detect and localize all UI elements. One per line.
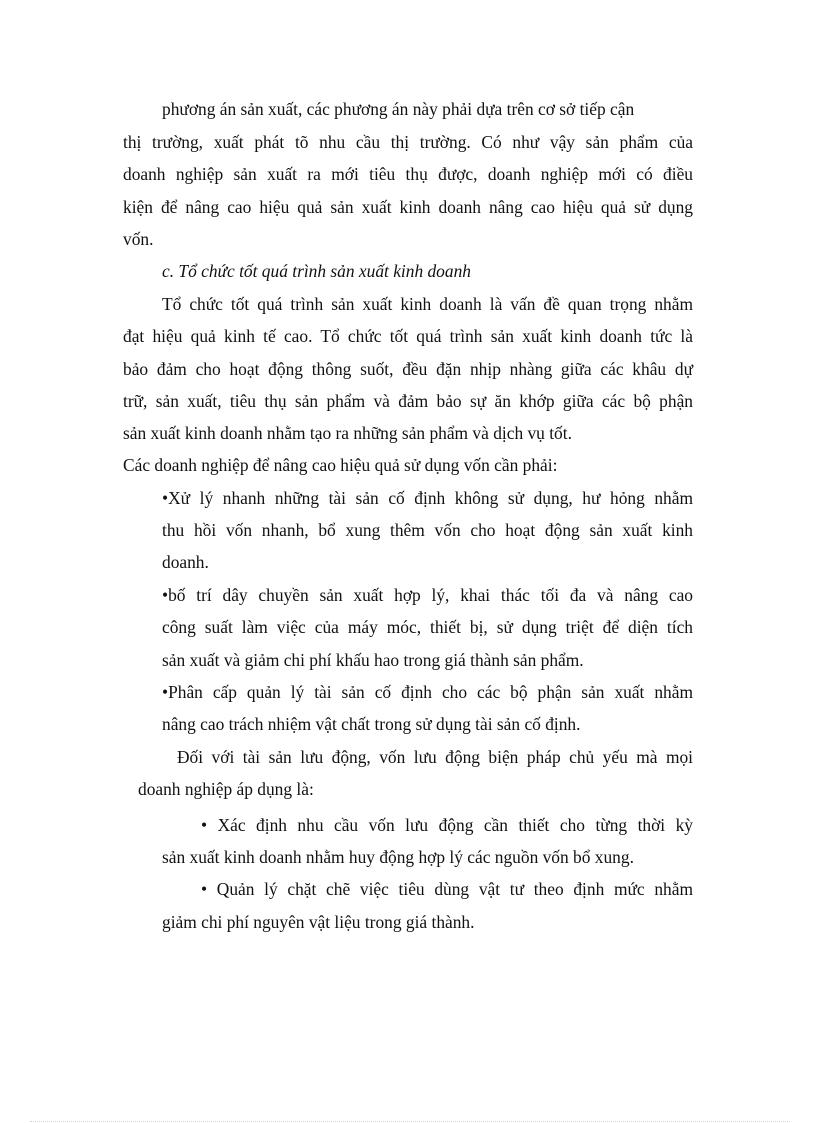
- paragraph-2-line: bảo đảm cho hoạt động thông suốt, đều đặn nhịp nhàng giữa các khâu dự: [123, 359, 693, 379]
- paragraph-3-line: doanh nghiệp áp dụng là:: [138, 779, 314, 799]
- bullet-item-line: •Phân cấp quản lý tài sản cố định cho các bộ phận sản xuất nhằm: [162, 682, 693, 702]
- paragraph-1-line: vốn.: [123, 229, 154, 249]
- paragraph-1-line: thị trường, xuất phát tõ nhu cầu thị trường. Có như vậy sản phẩm của: [123, 132, 693, 152]
- bullet-item-line: nâng cao trách nhiệm vật chất trong sử dụng tài sản cố định.: [162, 714, 581, 734]
- section-heading: c. Tổ chức tốt quá trình sản xuất kinh doanh: [162, 261, 471, 281]
- paragraph-2-line: trữ, sản xuất, tiêu thụ sản phẩm và đảm bảo sự ăn khớp giữa các bộ phận: [123, 391, 693, 411]
- bullet-item-line: doanh.: [162, 552, 209, 572]
- bullet-item-line: thu hồi vốn nhanh, bổ xung thêm vốn cho hoạt động sản xuất kinh: [162, 520, 693, 540]
- paragraph-2-line: đạt hiệu quả kinh tế cao. Tổ chức tốt quá trình sản xuất kinh doanh tức là: [123, 326, 693, 346]
- bullet-item-line: • Quản lý chặt chẽ việc tiêu dùng vật tư theo định mức nhằm: [201, 879, 693, 899]
- paragraph-2-line: sản xuất kinh doanh nhằm tạo ra những sản phẩm và dịch vụ tốt.: [123, 423, 572, 443]
- paragraph-1-line: phương án sản xuất, các phương án này phải dựa trên cơ sở tiếp cận: [162, 99, 635, 119]
- bullet-item-line: •Xử lý nhanh những tài sản cố định không sử dụng, hư hỏng nhằm: [162, 488, 693, 508]
- paragraph-1-line: doanh nghiệp sản xuất ra mới tiêu thụ được, doanh nghiệp mới có điều: [123, 164, 693, 184]
- bullet-item-line: • Xác định nhu cầu vốn lưu động cần thiết cho từng thời kỳ: [201, 815, 693, 835]
- intro-line: Các doanh nghiệp để nâng cao hiệu quả sử dụng vốn cần phải:: [123, 455, 558, 475]
- bullet-item-line: công suất làm việc của máy móc, thiết bị, sử dụng triệt để diện tích: [162, 617, 693, 637]
- bullet-item-line: giảm chi phí nguyên vật liệu trong giá thành.: [162, 912, 475, 932]
- bullet-item-line: sản xuất kinh doanh nhằm huy động hợp lý các nguồn vốn bổ xung.: [162, 847, 634, 867]
- page-bottom-divider: [30, 1121, 790, 1122]
- paragraph-1-line: kiện để nâng cao hiệu quả sản xuất kinh doanh nâng cao hiệu quả sử dụng: [123, 197, 693, 217]
- bullet-item-line: sản xuất và giảm chi phí khấu hao trong giá thành sản phẩm.: [162, 650, 584, 670]
- bullet-item-line: •bố trí dây chuyền sản xuất hợp lý, khai thác tối đa và nâng cao: [162, 585, 693, 605]
- paragraph-2-line: Tổ chức tốt quá trình sản xuất kinh doanh là vấn đề quan trọng nhằm: [162, 294, 693, 314]
- paragraph-3-line: Đối với tài sản lưu động, vốn lưu động biện pháp chủ yếu mà mọi: [177, 747, 693, 767]
